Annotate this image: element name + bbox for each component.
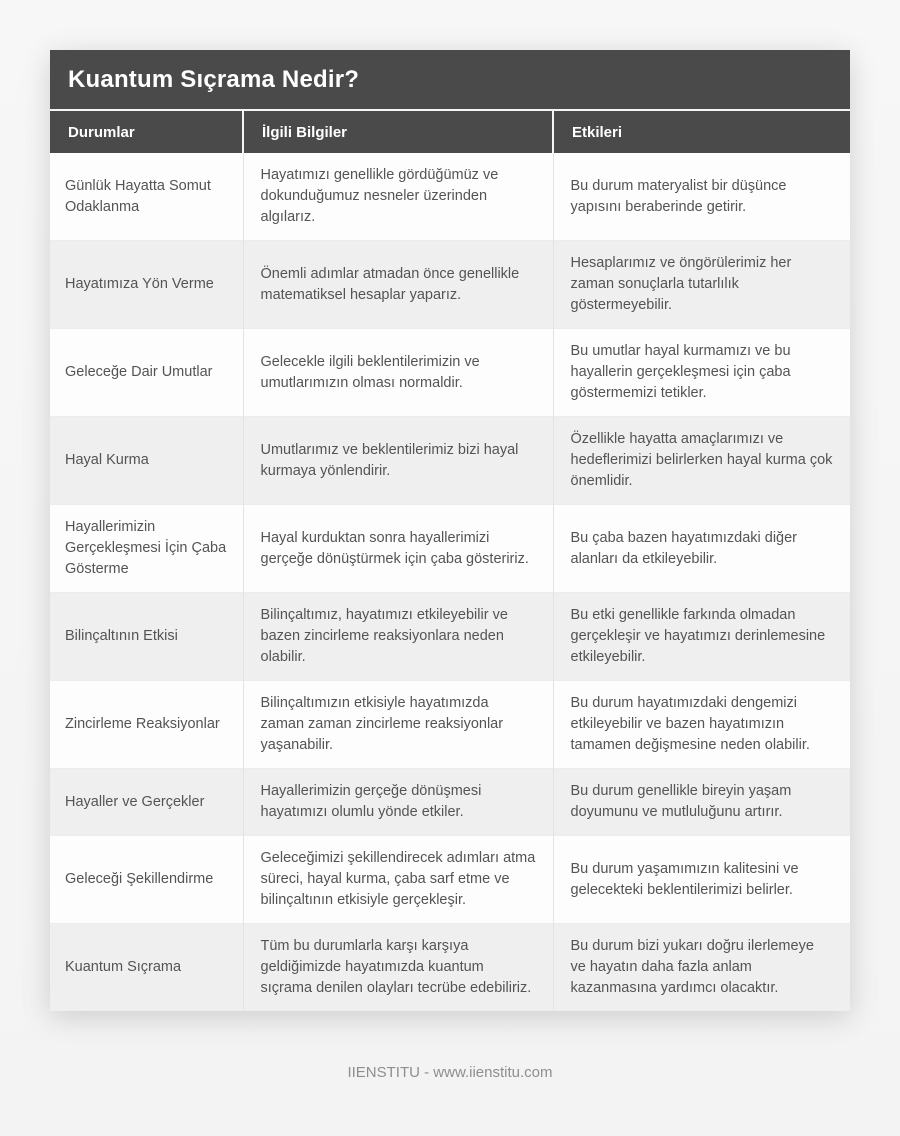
bilgi-cell: Önemli adımlar atmadan önce genellikle matematiksel hesaplar yaparız. xyxy=(243,241,553,329)
durum-cell: Bilinçaltının Etkisi xyxy=(50,593,243,681)
table-row xyxy=(50,681,850,769)
etki-cell: Bu çaba bazen hayatımızdaki diğer alanları da etkileyebilir. xyxy=(553,505,850,593)
etki-cell: Bu durum bizi yukarı doğru ilerlemeye ve hayatın daha fazla anlam kazanmasına yardımcı olacaktır. xyxy=(553,924,850,1012)
table-row xyxy=(50,417,850,505)
bilgi-cell: Bilinçaltımızın etkisiyle hayatımızda zaman zaman zincirleme reaksiyonlar yaşanabilir. xyxy=(243,681,553,769)
quantum-leap-card xyxy=(50,50,850,1011)
durum-cell: Hayal Kurma xyxy=(50,417,243,505)
bilgi-cell: Hayallerimizin gerçeğe dönüşmesi hayatımızı olumlu yönde etkiler. xyxy=(243,769,553,836)
etki-cell: Bu durum hayatımızdaki dengemizi etkileyebilir ve bazen hayatımızın tamamen değişmesine neden olabilir. xyxy=(553,681,850,769)
durum-cell: Hayatımıza Yön Verme xyxy=(50,241,243,329)
table-row xyxy=(50,505,850,593)
footer-credit: IIENSTITU - www.iienstitu.com xyxy=(347,1064,553,1081)
durum-cell: Kuantum Sıçrama xyxy=(50,924,243,1012)
column-header-ilgili-bilgiler: İlgili Bilgiler xyxy=(243,111,553,153)
etki-cell: Bu umutlar hayal kurmamızı ve bu hayallerin gerçekleşmesi için çaba göstermemizi tetikler. xyxy=(553,329,850,417)
table-header xyxy=(50,111,850,153)
durum-cell: Geleceği Şekillendirme xyxy=(50,836,243,924)
table-row xyxy=(50,836,850,924)
etki-cell: Bu etki genellikle farkında olmadan gerçekleşir ve hayatımızı derinlemesine etkileyebilir. xyxy=(553,593,850,681)
etki-cell: Bu durum yaşamımızın kalitesini ve gelecekteki beklentilerimizi belirler. xyxy=(553,836,850,924)
table-row xyxy=(50,593,850,681)
bilgi-cell: Hayal kurduktan sonra hayallerimizi gerçeğe dönüştürmek için çaba gösteririz. xyxy=(243,505,553,593)
bilgi-cell: Gelecekle ilgili beklentilerimizin ve umutlarımızın olması normaldir. xyxy=(243,329,553,417)
table-row xyxy=(50,153,850,241)
table-row xyxy=(50,769,850,836)
bilgi-cell: Hayatımızı genellikle gördüğümüz ve dokunduğumuz nesneler üzerinden algılarız. xyxy=(243,153,553,241)
durum-cell: Hayallerimizin Gerçekleşmesi İçin Çaba Gösterme xyxy=(50,505,243,593)
durum-cell: Hayaller ve Gerçekler xyxy=(50,769,243,836)
bilgi-cell: Tüm bu durumlarla karşı karşıya geldiğimizde hayatımızda kuantum sıçrama denilen olayları tecrübe edebiliriz. xyxy=(243,924,553,1012)
info-table xyxy=(50,111,850,1011)
etki-cell: Bu durum materyalist bir düşünce yapısını beraberinde getirir. xyxy=(553,153,850,241)
header-row xyxy=(50,111,850,153)
bilgi-cell: Geleceğimizi şekillendirecek adımları atma süreci, hayal kurma, çaba sarf etme ve bilinçaltının etkisiyle gerçekleşir. xyxy=(243,836,553,924)
table-row xyxy=(50,924,850,1012)
etki-cell: Bu durum genellikle bireyin yaşam doyumunu ve mutluluğunu artırır. xyxy=(553,769,850,836)
page-title: Kuantum Sıçrama Nedir? xyxy=(50,50,850,111)
durum-cell: Günlük Hayatta Somut Odaklanma xyxy=(50,153,243,241)
column-header-etkileri: Etkileri xyxy=(553,111,850,153)
table-body xyxy=(50,153,850,1011)
etki-cell: Hesaplarımız ve öngörülerimiz her zaman sonuçlarla tutarlılık göstermeyebilir. xyxy=(553,241,850,329)
column-header-durumlar: Durumlar xyxy=(50,111,243,153)
bilgi-cell: Umutlarımız ve beklentilerimiz bizi hayal kurmaya yönlendirir. xyxy=(243,417,553,505)
etki-cell: Özellikle hayatta amaçlarımızı ve hedeflerimizi belirlerken hayal kurma çok önemlidir. xyxy=(553,417,850,505)
bilgi-cell: Bilinçaltımız, hayatımızı etkileyebilir ve bazen zincirleme reaksiyonlara neden olabilir. xyxy=(243,593,553,681)
durum-cell: Zincirleme Reaksiyonlar xyxy=(50,681,243,769)
table-row xyxy=(50,241,850,329)
table-row xyxy=(50,329,850,417)
durum-cell: Geleceğe Dair Umutlar xyxy=(50,329,243,417)
